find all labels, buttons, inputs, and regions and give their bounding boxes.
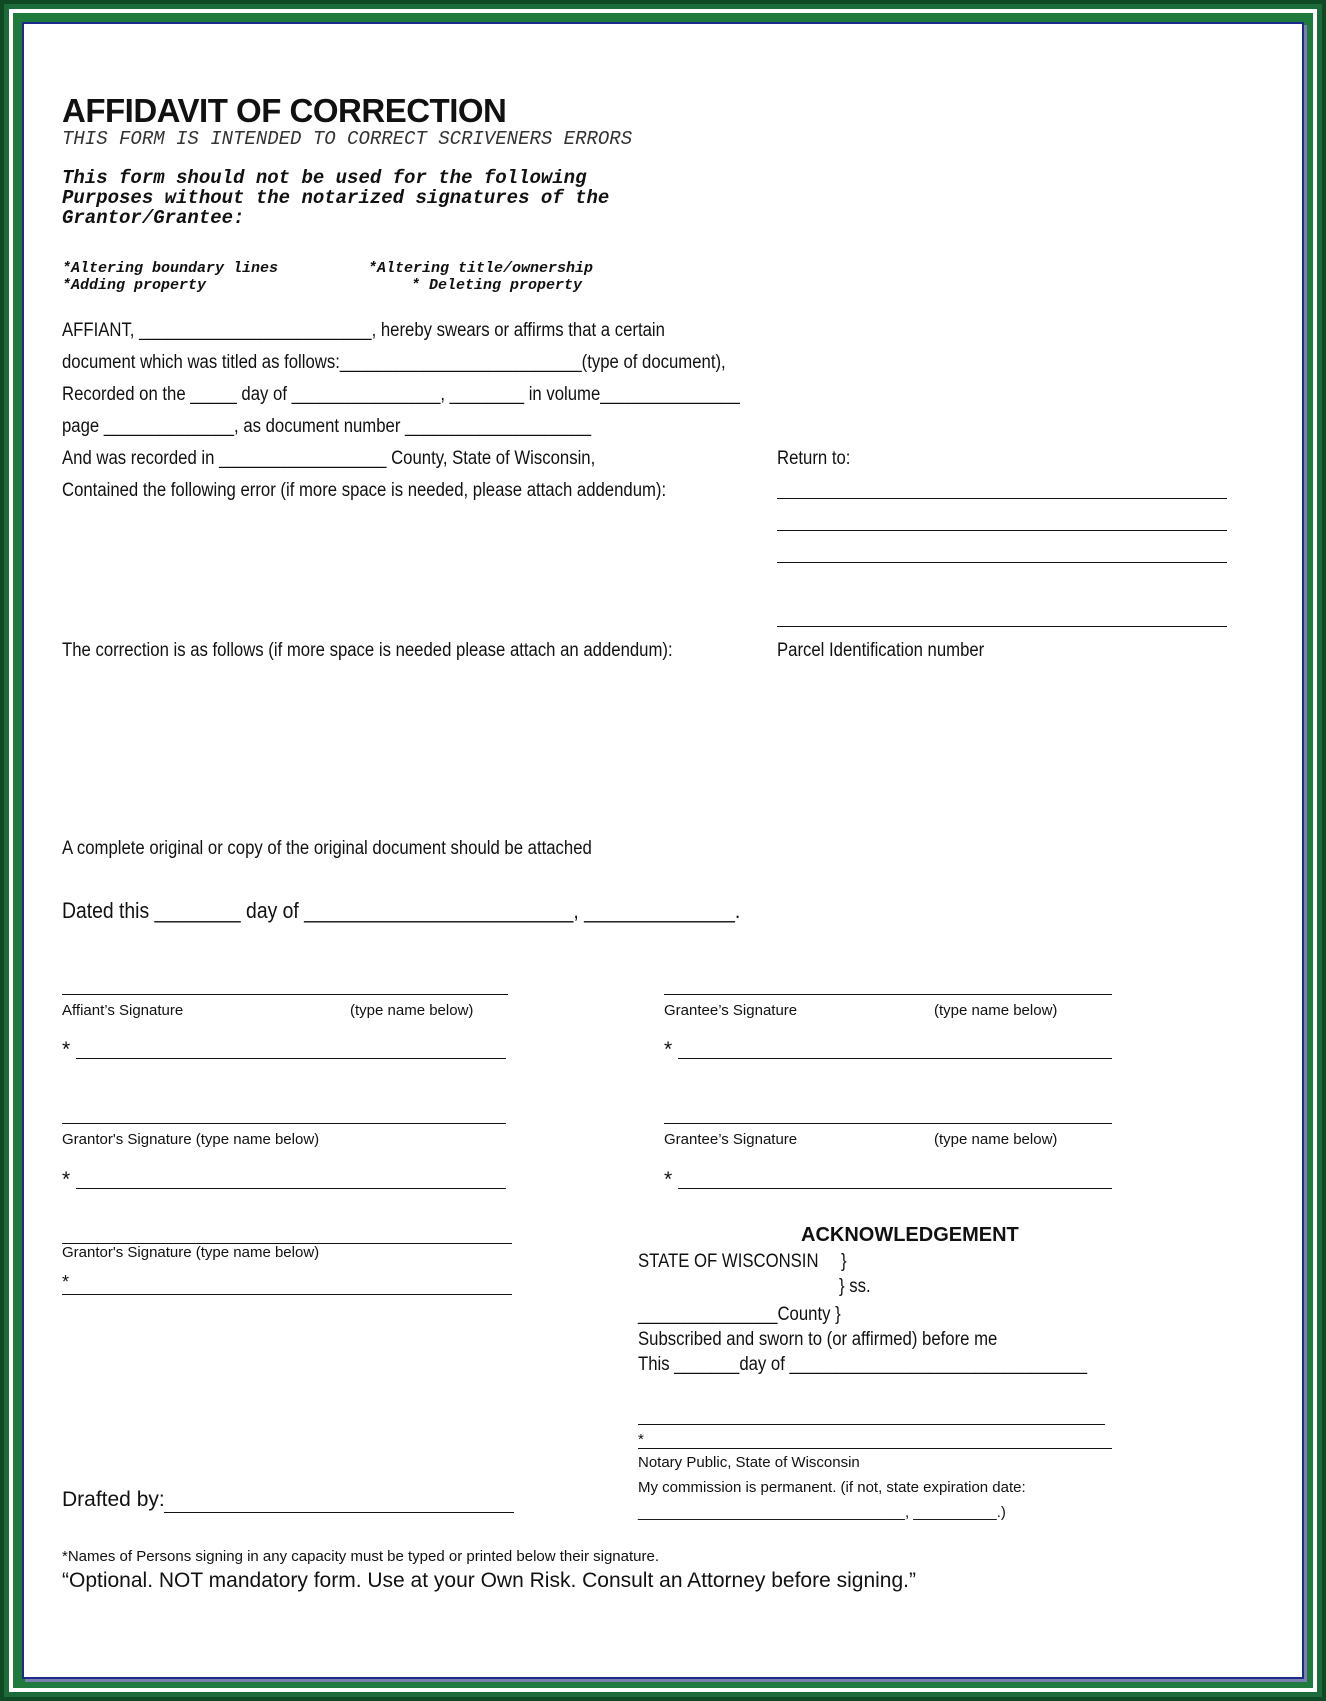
grantee-name-line-1: [678, 1058, 1112, 1059]
acknowledgement-heading: ACKNOWLEDGEMENT: [801, 1224, 1019, 1246]
expiration-blank: ________________________________, __________.): [638, 1504, 1006, 1521]
subscribed-sworn-line: Subscribed and sworn to (or affirmed) before me: [638, 1329, 998, 1350]
original-attached-line: A complete original or copy of the original document should be attached: [62, 838, 592, 859]
form-title: AFFIDAVIT OF CORRECTION: [62, 92, 507, 129]
grantor-signature-label-1: Grantor's Signature (type name below): [62, 1131, 320, 1148]
grantee-name-star-1: *: [664, 1038, 673, 1061]
parcel-id-label: Parcel Identification number: [777, 640, 985, 661]
form-subtitle: THIS FORM IS INTENDED TO CORRECT SCRIVENERS ERRORS: [62, 128, 633, 150]
return-address-line-3: [777, 562, 1227, 563]
this-day-of-line: This _______day of ________________________________: [638, 1354, 1088, 1375]
page-number-line: page ______________, as document number ____________________: [62, 416, 592, 437]
ss-label: } ss.: [839, 1276, 871, 1297]
grantor-name-star-2: *: [62, 1272, 70, 1292]
optional-disclaimer: “Optional. NOT mandatory form. Use at your Own Risk. Consult an Attorney before signing.”: [62, 1569, 916, 1592]
affiant-signature-line: [62, 994, 508, 995]
affiant-signature-label: Affiant’s Signature: [62, 1002, 184, 1019]
form-page: [22, 22, 1304, 1679]
grantee-signature-label-1: Grantee’s Signature: [664, 1002, 798, 1019]
warning-line-2: Purposes without the notarized signatures of the: [62, 187, 610, 209]
grantee-signature-label-2: Grantee’s Signature: [664, 1131, 798, 1148]
notary-star: *: [638, 1431, 644, 1448]
notary-signature-line: [638, 1424, 1105, 1425]
affiant-name-star: *: [62, 1038, 71, 1061]
recorded-line: Recorded on the _____ day of ________________, ________ in volume_______________: [62, 384, 740, 405]
notary-public-label: Notary Public, State of Wisconsin: [638, 1454, 860, 1471]
parcel-id-line: [777, 626, 1227, 627]
grantee-type-name-label-2: (type name below): [934, 1131, 1058, 1148]
grantor-signature-label-2: Grantor's Signature (type name below): [62, 1244, 320, 1261]
drafted-by-label: Drafted by:: [62, 1488, 165, 1511]
return-address-line-2: [777, 530, 1227, 531]
document-title-line: document which was titled as follows:__________________________(type of document),: [62, 352, 726, 373]
warning-line-1: This form should not be used for the following: [62, 167, 587, 189]
correction-line: The correction is as follows (if more space is needed please attach an addendum):: [62, 640, 673, 661]
bullet-altering-title: *Altering title/ownership: [368, 260, 594, 277]
state-of-wisconsin: STATE OF WISCONSIN: [638, 1251, 819, 1272]
state-brace: }: [841, 1251, 847, 1272]
error-line: Contained the following error (if more space is needed, please attach addendum):: [62, 480, 667, 501]
return-to-label: Return to:: [777, 448, 851, 469]
drafted-by-line: [164, 1512, 514, 1513]
grantee-name-star-2: *: [664, 1168, 673, 1191]
grantor-signature-line-1: [62, 1123, 506, 1124]
names-note: *Names of Persons signing in any capacity must be typed or printed below their signature.: [62, 1548, 659, 1565]
affiant-name-line: [76, 1058, 506, 1059]
grantee-signature-line-2: [664, 1123, 1112, 1124]
dated-line: Dated this ________ day of _________________________, ______________.: [62, 898, 741, 923]
grantee-name-line-2: [678, 1188, 1112, 1189]
grantee-type-name-label-1: (type name below): [934, 1002, 1058, 1019]
affiant-line: AFFIANT, _________________________, hereby swears or affirms that a certain: [62, 320, 665, 341]
grantor-name-line-2: [62, 1294, 512, 1295]
grantor-name-line-1: [76, 1188, 506, 1189]
bullet-deleting-property: * Deleting property: [411, 277, 583, 294]
county-line: And was recorded in __________________ County, State of Wisconsin,: [62, 448, 596, 469]
commission-label: My commission is permanent. (if not, state expiration date:: [638, 1479, 1026, 1496]
warning-line-3: Grantor/Grantee:: [62, 207, 245, 229]
notary-name-line: [638, 1448, 1112, 1449]
bullet-altering-boundary: *Altering boundary lines: [62, 260, 279, 277]
grantee-signature-line-1: [664, 994, 1112, 995]
grantor-name-star-1: *: [62, 1168, 71, 1191]
county-blank: _______________County }: [638, 1304, 841, 1325]
return-address-line-1: [777, 498, 1227, 499]
bullet-adding-property: *Adding property: [62, 277, 207, 294]
affiant-type-name-label: (type name below): [350, 1002, 474, 1019]
